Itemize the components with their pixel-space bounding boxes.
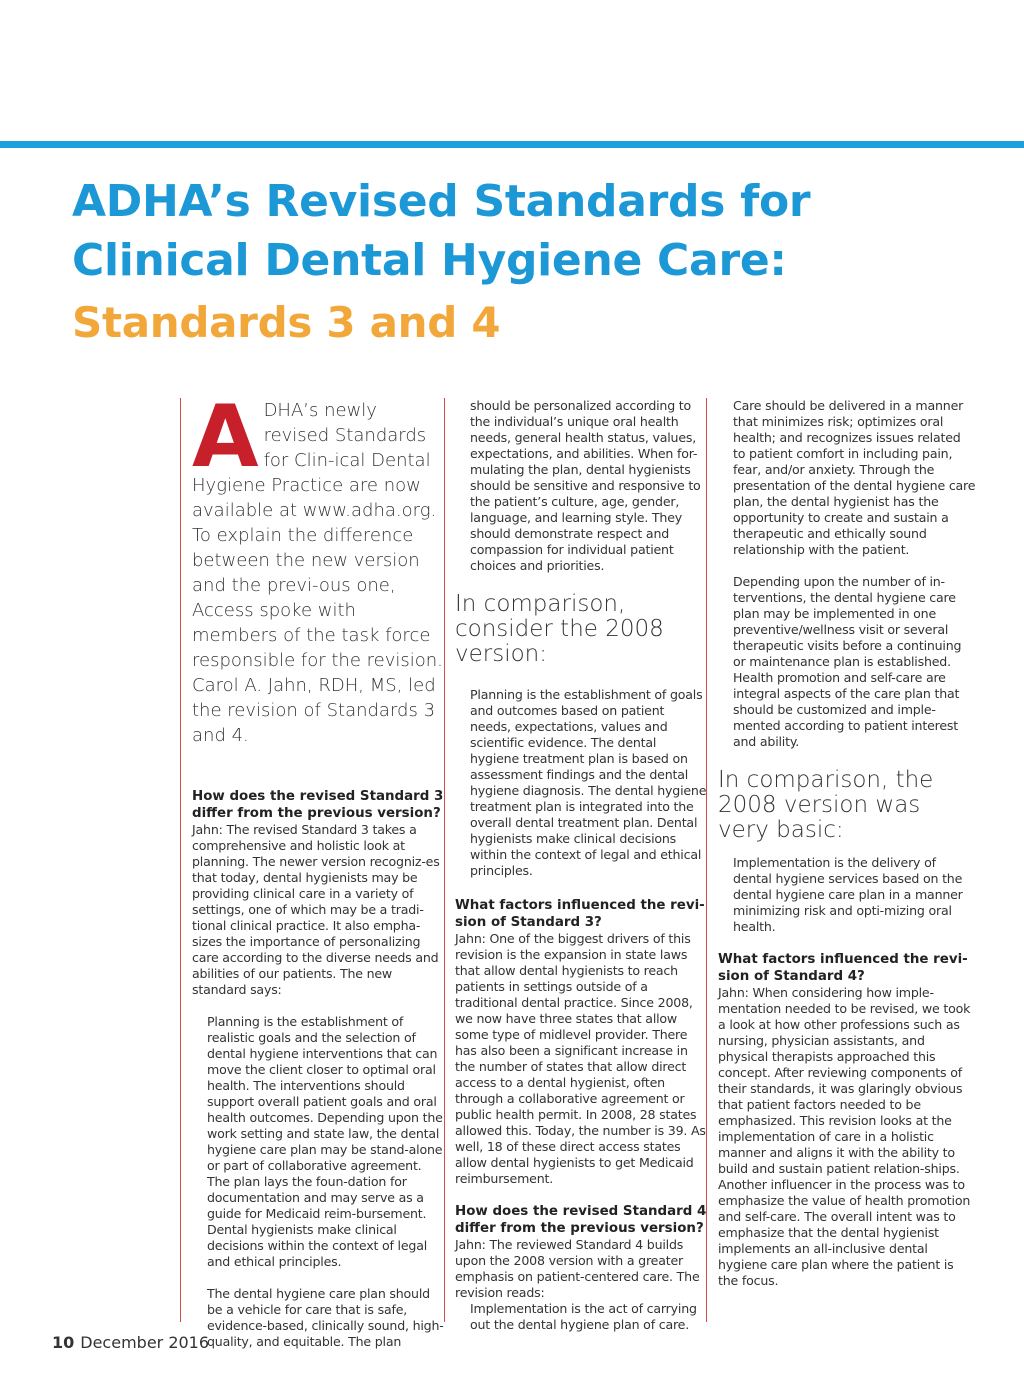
- page-number: 10: [52, 1333, 75, 1352]
- answer-text: Jahn: One of the biggest drivers of this revision is the expansion in state laws that allow dental hygienists to reach patients in settings outside of a traditional dental practice. Since 2008, we now have three states that allow some type of midlevel provider. There has also been a significant increase in the number of states that allow direct access to a dental hygienist, often through a collaborative agreement or public health permit. In 2008, 28 states allowed this. Today, the number is 39. As well, 18 of these direct access states allow dental hygienists to get Medicaid reimbursement.: [455, 931, 706, 1186]
- article-title: ADHA’s Revised Standards for Clinical Dental Hygiene Care:: [72, 176, 811, 286]
- top-rule: [0, 141, 1024, 148]
- page-footer: [52, 1333, 209, 1352]
- question-heading: What factors influenced the revi-sion of Standard 3?: [455, 898, 705, 930]
- question-heading: How does the revised Standard 3 differ from the previous version?: [192, 789, 444, 821]
- standard-quote-2008: Implementation is the delivery of dental hygiene services based on the dental hygiene care plan in a manner minimizing risk and opti-mizing oral health.: [733, 855, 963, 934]
- drop-cap: A: [192, 387, 259, 487]
- standard-quote: Planning is the establishment of realistic goals and the selection of dental hygiene interventions that can move the client closer to optimal oral health. The interventions should support overall patient goals and oral health outcomes. Depending upon the work setting and state law, the dental hygiene care plan may be stand-alone or part of collaborative agreement. The plan lays the foun-dation for documentation and may serve as a guide for Medicaid reim-bursement. Dental hygienists make clinical decisions within the context of legal and ethical principles.: [207, 1014, 443, 1269]
- standard-quote: should be personalized according to the individual’s unique oral health needs, general health status, values, expectations, and abilities. When for-mulating the plan, dental hygienists should be sensitive and responsive to the patient’s culture, age, gender, language, and learning style. They should demonstrate respect and compassion for individual patient choices and priorities.: [470, 398, 701, 573]
- question-heading: What factors influenced the revi-sion of Standard 4?: [718, 952, 968, 984]
- article-subtitle: Standards 3 and 4: [72, 298, 501, 347]
- standard-quote-2008: Planning is the establishment of goals and outcomes based on patient needs, expectations, values and scientific evidence. The dental hygiene treatment plan is based on assessment findings and the dental hygiene diagnosis. The dental hygiene treatment plan is integrated into the overall dental treatment plan. Dental hygienists make clinical decisions within the context of legal and ethical principles.: [470, 687, 707, 878]
- section-subhead: In comparison, consider the 2008 version:: [455, 591, 664, 667]
- answer-text: Jahn: The revised Standard 3 takes a comprehensive and holistic look at planning. The newer version recogniz-es that today, dental hygienists may be providing clinical care in a variety of settings, one of which may be a tradi-tional clinical practice. It also empha-sizes the importance of personalizing care according to the diverse needs and abilities of our patients. The new standard says:: [192, 822, 440, 997]
- answer-text: Jahn: The reviewed Standard 4 builds upon the 2008 version with a greater emphasis on patient-centered care. The revision reads:: [455, 1237, 700, 1300]
- column-2: [444, 398, 708, 1332]
- standard-quote: Care should be delivered in a manner that minimizes risk; optimizes oral health; and recognizes issues related to patient comfort in including pain, fear, and/or anxiety. Through the presentation of the dental hygiene care plan, the dental hygienist has the opportunity to create and sustain a therapeutic and ethically sound relationship with the patient.: [733, 398, 976, 557]
- column-3: [706, 398, 976, 1322]
- answer-text: Jahn: When considering how imple-mentation needed to be revised, we took a look at how other professions such as nursing, physician assistants, and physical therapists approached this concept. After reviewing components of their standards, it was glaringly obvious that patient factors needed to be emphasized. This revision looks at the implementation of care in a holistic manner and aligns it with the ability to build and sustain patient relation-ships. Another influencer in the process was to emphasize the value of health promotion and self-care. The overall intent was to emphasize that the dental hygienist implements an all-inclusive dental hygiene care plan where the patient is the focus.: [718, 985, 971, 1288]
- issue-date: December 2016: [80, 1333, 210, 1352]
- section-subhead: In comparison, the 2008 version was very basic:: [718, 767, 934, 843]
- intro-paragraph: [192, 387, 447, 748]
- standard-quote: Depending upon the number of in-terventions, the dental hygiene care plan may be implemented in one preventive/wellness visit or several therapeutic visits before a continuing or maintenance plan is established. Health promotion and self-care are integral aspects of the care plan that should be customized and imple-mented according to patient interest and ability.: [733, 574, 962, 749]
- standard-quote: Implementation is the act of carrying out the dental hygiene plan of care.: [470, 1301, 697, 1332]
- column-1: [180, 387, 447, 1349]
- standard-quote: The dental hygiene care plan should be a vehicle for care that is safe, evidence-based, clinically sound, high-quality, and equitable. The plan: [207, 1286, 444, 1349]
- question-heading: How does the revised Standard 4 differ from the previous version?: [455, 1204, 707, 1236]
- intro-text: DHA’s newly revised Standards for Clin-ical Dental Hygiene Practice are now available at www.adha.org. To explain the difference between the new version and the previ-ous one, Access spoke with members of the task force responsible for the revision. Carol A. Jahn, RDH, MS, led the revision of Standards 3 and 4.: [192, 400, 443, 746]
